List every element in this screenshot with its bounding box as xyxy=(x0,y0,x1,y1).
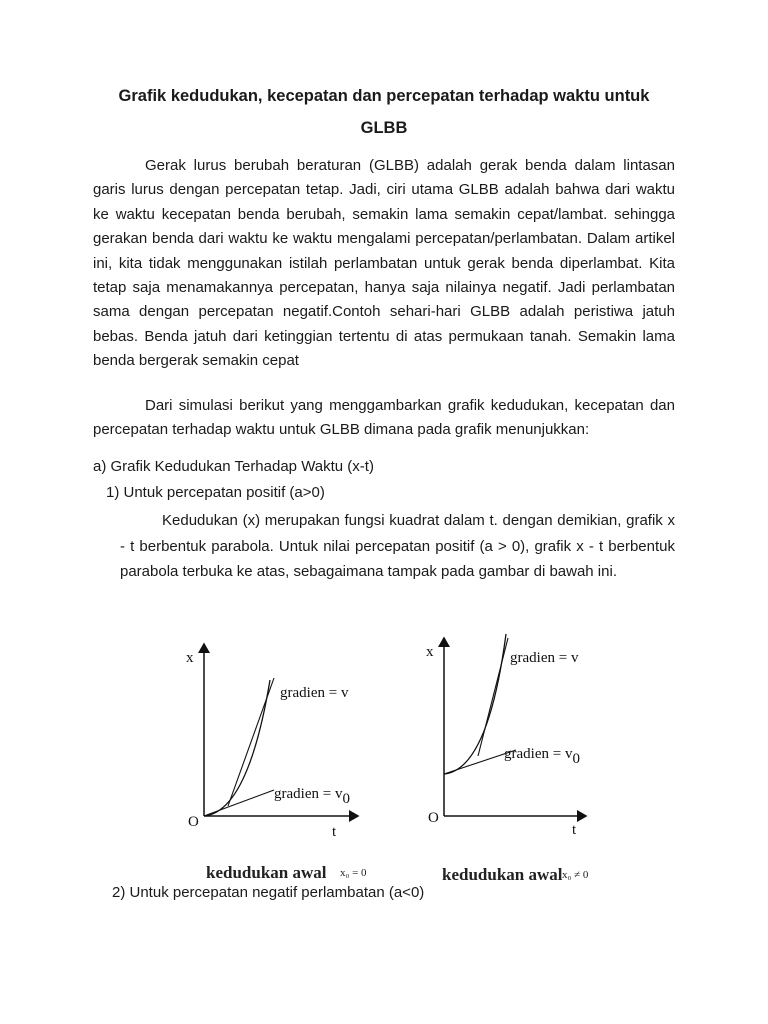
origin-label: O xyxy=(188,814,199,830)
tangent-v0 xyxy=(204,790,274,816)
origin-label: O xyxy=(428,810,439,826)
x-axis-label: t xyxy=(332,824,337,840)
item-2-heading-clipped xyxy=(112,886,424,900)
caption-kedudukan-awal: kedudukan awal xyxy=(206,863,327,882)
title-line-1: Grafik kedudukan, kecepatan dan percepatan terhadap waktu untuk xyxy=(118,87,650,105)
tangent-v xyxy=(478,638,508,756)
caption-x0-not-zero: x₀ ≠ 0 xyxy=(562,869,589,881)
item-1-description-text: Kedudukan (x) merupakan fungsi kuadrat dalam t. dengan demikian, grafik x - t berbentuk parabola. Untuk nilai percepatan positif (a > 0), grafik x - t berbentuk parabola terbuka ke atas, sebagaimana tampak pada gambar di bawah ini. xyxy=(120,512,675,580)
label-gradien-v0 xyxy=(274,786,350,807)
graph-x0-zero xyxy=(170,630,390,890)
label-gradien-v0 xyxy=(504,746,580,767)
label-gradien-v0-text: gradien = v xyxy=(504,746,573,762)
label-gradien-v: gradien = v xyxy=(280,685,349,701)
y-axis-label: x xyxy=(426,644,434,660)
x-axis-label: t xyxy=(572,822,577,838)
tangent-v xyxy=(228,678,274,806)
paragraph-glbb-definition xyxy=(93,154,675,374)
label-gradien-v: gradien = v xyxy=(510,650,579,666)
graph-x0-nonzero xyxy=(408,630,628,890)
y-axis-label: x xyxy=(186,650,194,666)
item-1-description xyxy=(120,508,675,585)
label-subscript-0: 0 xyxy=(342,791,350,807)
paragraph-simulation xyxy=(93,394,675,443)
parabola-curve xyxy=(444,634,506,774)
item-2-heading: 2) Untuk percepatan negatif perlambatan (a<0) xyxy=(112,886,425,900)
label-gradien-v0-text: gradien = v xyxy=(274,786,343,802)
label-subscript-0: 0 xyxy=(572,751,580,767)
caption-kedudukan-awal: kedudukan awal xyxy=(442,865,563,884)
paragraph-1-text: Gerak lurus berubah beraturan (GLBB) adalah gerak benda dalam lintasan garis lurus dengan percepatan tetap. Jadi, ciri utama GLBB adalah bahwa dari waktu ke waktu kecepatan benda berubah, semakin lama semakin cepat/lambat. sehingga gerakan benda dari waktu ke waktu mengalami percepatan/perlambatan. Dalam artikel ini, kita tidak menggunakan istilah perlambatan untuk gerak benda diperlambat. Kita tetap saja menamakannya percepatan, hanya saja nilainya negatif. Jadi perlambatan sama dengan percepatan negatif.Contoh sehari-hari GLBB adalah peristiwa jatuh bebas. Benda jatuh dari ketinggian tertentu di atas permukaan tanah. Semakin lama benda bergerak semakin cepat xyxy=(93,157,675,370)
section-a-heading: a) Grafik Kedudukan Terhadap Waktu (x-t) xyxy=(93,458,374,475)
caption-x0-equals-zero: x₀ = 0 xyxy=(340,867,367,879)
paragraph-2-text: Dari simulasi berikut yang menggambarkan grafik kedudukan, kecepatan dan percepatan terhadap waktu untuk GLBB dimana pada grafik menunjukkan: xyxy=(93,397,675,439)
item-1-heading: 1) Untuk percepatan positif (a>0) xyxy=(106,484,325,501)
title-line-2: GLBB xyxy=(360,119,408,137)
